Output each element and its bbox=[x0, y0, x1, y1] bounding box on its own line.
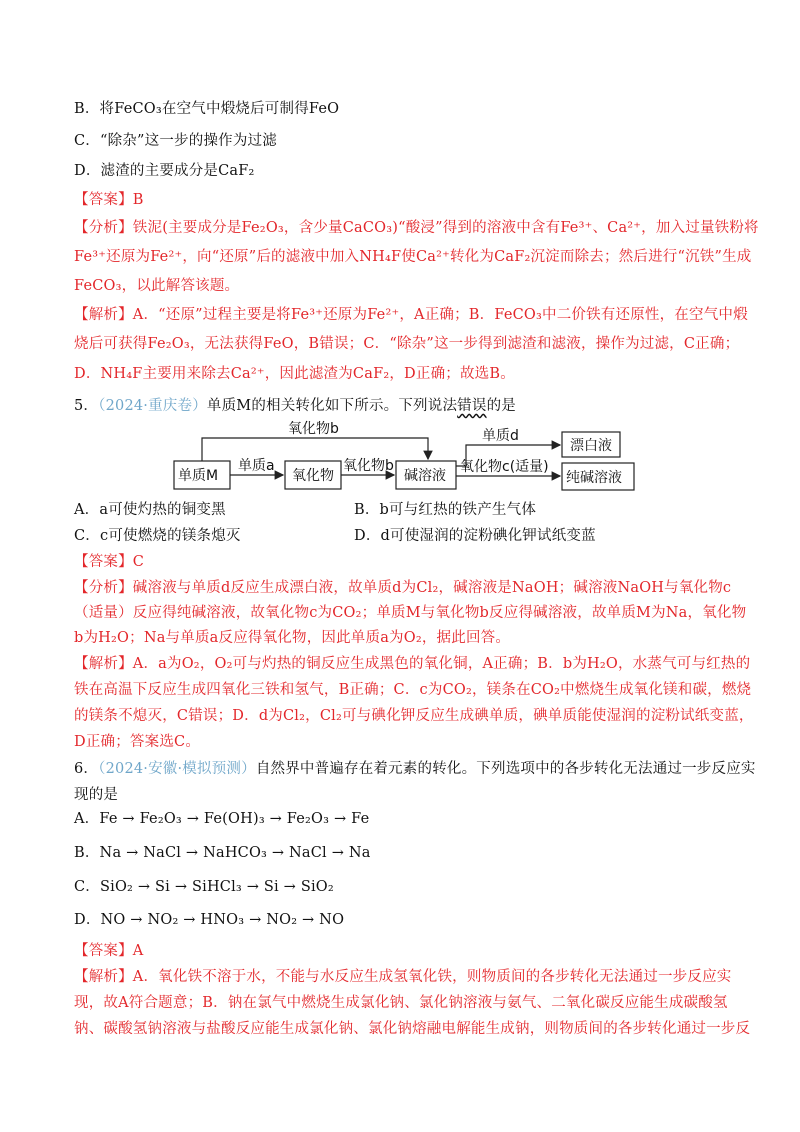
q5-analysis-line-3: b为H₂O；Na与单质a反应得氧化物，因此单质a为O₂，据此回答。 bbox=[74, 630, 511, 646]
q5-option-c: C．c可使燃烧的镁条熄灭 bbox=[74, 528, 241, 544]
q5-answer: 【答案】C bbox=[74, 554, 145, 570]
arrow-label-d: 单质d bbox=[482, 428, 519, 444]
box-alkali-label: 碱溶液 bbox=[404, 468, 446, 484]
q6-option-c: C．SiO₂ → Si → SiHCl₃ → Si → SiO₂ bbox=[74, 879, 334, 895]
q5-source: （2024·重庆卷） bbox=[98, 398, 207, 414]
q5-solution-line-1: 【解析】A．a为O₂，O₂可与灼热的铜反应生成黑色的氧化铜，A正确；B．b为H₂O，水蒸气可与红热的 bbox=[74, 656, 751, 672]
q5-stem-end: 的是 bbox=[486, 398, 516, 414]
arrow-label-b: 氧化物b bbox=[343, 458, 394, 474]
q6-solution-line-3: 钠、碳酸氢钠溶液与盐酸反应能生成氯化钠、氯化钠熔融电解能生成钠，则物质间的各步转化通过一步反 bbox=[74, 1021, 751, 1037]
q4-analysis-line-2: Fe³⁺还原为Fe²⁺，向“还原”后的滤液中加入NH₄F使Ca²⁺转化为CaF₂沉淀而除去；然后进行“沉铁”生成 bbox=[74, 249, 752, 265]
box-soda-label: 纯碱溶液 bbox=[566, 470, 622, 486]
q4-option-d: D．滤渣的主要成分是CaF₂ bbox=[74, 163, 255, 179]
q4-option-b: B．将FeCO₃在空气中煅烧后可制得FeO bbox=[74, 101, 340, 117]
q6-solution-line-2: 现，故A符合题意；B．钠在氯气中燃烧生成氯化钠、氯化钠溶液与氨气、二氧化碳反应能生成碳酸氢 bbox=[74, 995, 728, 1011]
q6-solution-line-1: 【解析】A．氧化铁不溶于水，不能与水反应生成氢氧化铁，则物质间的各步转化无法通过一步反应实 bbox=[74, 969, 732, 985]
q6-option-a: A．Fe → Fe₂O₃ → Fe(OH)₃ → Fe₂O₃ → Fe bbox=[74, 811, 370, 827]
q5-stem bbox=[74, 396, 516, 416]
q4-option-c: C．“除杂”这一步的操作为过滤 bbox=[74, 133, 277, 149]
q4-analysis-line-1: 【分析】铁泥(主要成分是Fe₂O₃，含少量CaCO₃)“酸浸”得到的溶液中含有Fe³⁺、Ca²⁺，加入过量铁粉将 bbox=[74, 220, 759, 236]
q6-number: 6． bbox=[74, 761, 99, 777]
q4-solution-line-2: 烧后可获得Fe₂O₃，无法获得FeO，B错误；C．“除杂”这一步得到滤渣和滤液，操作为过滤，C正确； bbox=[74, 336, 740, 352]
box-element-m-label: 单质M bbox=[178, 468, 219, 484]
q5-option-a: A．a可使灼热的铜变黑 bbox=[74, 502, 226, 518]
q5-stem-emphasis: 错误 bbox=[457, 398, 487, 414]
q5-solution-line-2: 铁在高温下反应生成四氧化三铁和氢气，B正确；C．c为CO₂，镁条在CO₂中燃烧生成氧化镁和碳，燃烧 bbox=[74, 682, 752, 698]
q5-conversion-diagram bbox=[170, 418, 640, 496]
q5-analysis-line-1: 【分析】碱溶液与单质d反应生成漂白液，故单质d为Cl₂，碱溶液是NaOH；碱溶液NaOH与氧化物c bbox=[74, 580, 732, 596]
arrow-label-b-top: 氧化物b bbox=[288, 421, 339, 437]
q4-solution-line-3: D．NH₄F主要用来除去Ca²⁺，因此滤渣为CaF₂，D正确；故选B。 bbox=[74, 366, 515, 382]
box-oxide-label: 氧化物 bbox=[292, 468, 334, 484]
q5-option-d: D．d可使湿润的淀粉碘化钾试纸变蓝 bbox=[354, 528, 596, 544]
q6-option-b: B．Na → NaCl → NaHCO₃ → NaCl → Na bbox=[74, 845, 371, 861]
q4-solution-line-1: 【解析】A．“还原”过程主要是将Fe³⁺还原为Fe²⁺，A正确；B．FeCO₃中二价铁有还原性，在空气中煅 bbox=[74, 307, 748, 323]
q6-answer: 【答案】A bbox=[74, 943, 144, 959]
q4-answer: 【答案】B bbox=[74, 192, 144, 208]
q5-analysis-line-2: （适量）反应得纯碱溶液，故氧化物c为CO₂；单质M与氧化物b反应得碱溶液，故单质M为Na，氧化物 bbox=[74, 605, 747, 621]
q6-stem-line-2: 现的是 bbox=[74, 787, 119, 803]
q5-number: 5． bbox=[74, 398, 99, 414]
q6-stem-line-1 bbox=[74, 759, 756, 779]
q5-solution-line-3: 的镁条不熄灭，C错误；D．d为Cl₂，Cl₂可与碘化钾反应生成碘单质，碘单质能使湿润的淀粉试纸变蓝， bbox=[74, 708, 754, 724]
q4-analysis-line-3: FeCO₃，以此解答该题。 bbox=[74, 278, 240, 294]
q5-option-b: B．b可与红热的铁产生气体 bbox=[354, 502, 537, 518]
box-bleach-label: 漂白液 bbox=[570, 438, 612, 454]
q5-solution-line-4: D正确；答案选C。 bbox=[74, 734, 201, 750]
arrow-label-a: 单质a bbox=[238, 458, 275, 474]
arrow-label-c: 氧化物c(适量) bbox=[460, 459, 549, 475]
q5-stem-text: 单质M的相关转化如下所示。下列说法 bbox=[206, 398, 458, 414]
q6-stem-text: 自然界中普遍存在着元素的转化。下列选项中的各步转化无法通过一步反应实 bbox=[255, 761, 756, 777]
q6-source: （2024·安徽·模拟预测） bbox=[98, 761, 256, 777]
q6-option-d: D．NO → NO₂ → HNO₃ → NO₂ → NO bbox=[74, 912, 345, 928]
